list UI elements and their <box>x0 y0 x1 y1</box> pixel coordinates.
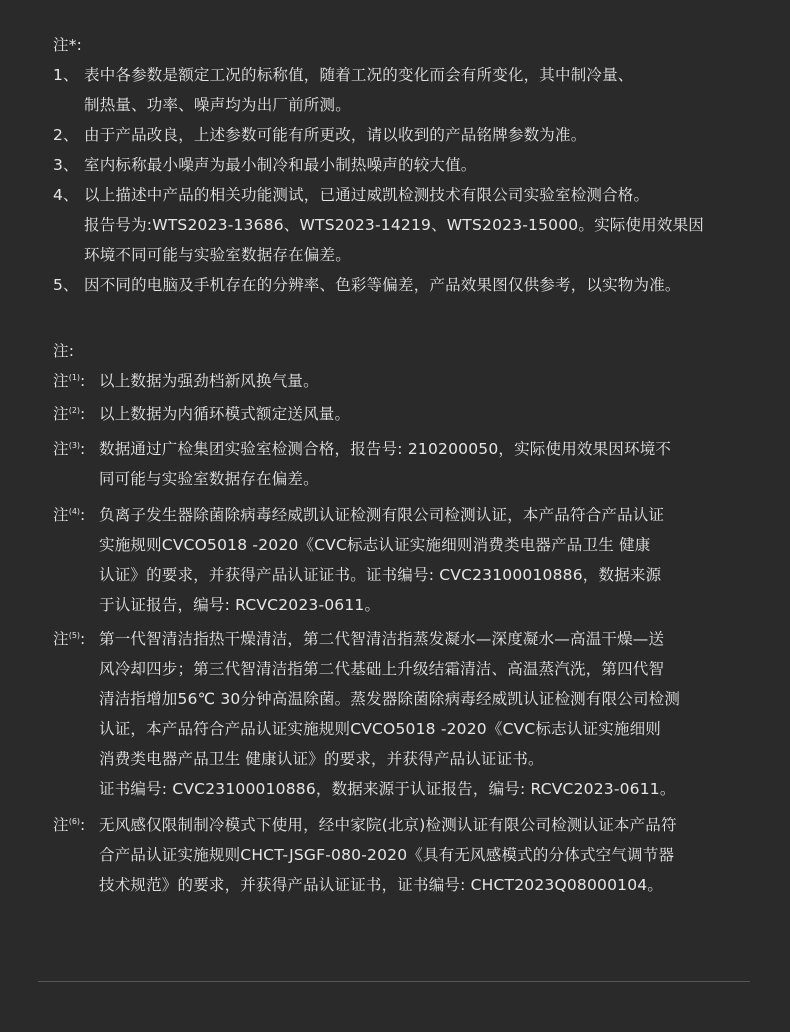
item-3-number: 3、 <box>53 156 79 174</box>
item-2-number: 2、 <box>53 126 79 144</box>
note-4-line-3: 认证》的要求，并获得产品认证证书。证书编号: CVC23100010886，数据来源 <box>99 566 662 584</box>
note-2-line-1: 以上数据为内循环模式额定送风量。 <box>99 405 351 423</box>
note-3-line-1: 数据通过广检集团实验室检测合格，报告号: 210200050，实际使用效果因环境不 <box>99 440 672 458</box>
section2-heading: 注: <box>53 342 75 360</box>
item-1-line-2: 制热量、功率、噪声均为出厂前所测。 <box>84 96 351 114</box>
item-4-line-2: 报告号为:WTS2023-13686、WTS2023-14219、WTS2023-15000。实际使用效果因 <box>84 216 704 234</box>
note-3-label: 注$^{(3)}$: <box>53 440 86 458</box>
note-5-line-1: 第一代智清洁指热干燥清洁，第二代智清洁指蒸发凝水—深度凝水—高温干燥—送 <box>99 630 665 648</box>
note-1-label: 注$^{(1)}$: <box>53 372 86 390</box>
note-4-line-1: 负离子发生器除菌除病毒经威凯认证检测有限公司检测认证，本产品符合产品认证 <box>99 506 665 524</box>
note-5-line-2: 风冷却四步；第三代智清洁指第二代基础上升级结霜清洁、高温蒸汽洗，第四代智 <box>99 660 665 678</box>
note-6-line-3: 技术规范》的要求，并获得产品认证证书，证书编号: CHCT2023Q08000104。 <box>99 876 664 894</box>
section1-heading: 注*: <box>53 36 83 54</box>
note-5-line-4: 认证，本产品符合产品认证实施规则CVCO5018 -2020《CVC标志认证实施细则 <box>99 720 662 738</box>
note-4-label: 注$^{(4)}$: <box>53 506 86 524</box>
note-6-line-1: 无风感仅限制制冷模式下使用，经中家院(北京)检测认证有限公司检测认证本产品符 <box>99 816 677 834</box>
item-3-line-1: 室内标称最小噪声为最小制冷和最小制热噪声的较大值。 <box>84 156 477 174</box>
item-1-number: 1、 <box>53 66 79 84</box>
note-6-label: 注$^{(6)}$: <box>53 816 86 834</box>
item-4-number: 4、 <box>53 186 79 204</box>
item-5-line-1: 因不同的电脑及手机存在的分辨率、色彩等偏差，产品效果图仅供参考，以实物为准。 <box>84 276 681 294</box>
item-4-line-3: 环境不同可能与实验室数据存在偏差。 <box>84 246 351 264</box>
note-2-label: 注$^{(2)}$: <box>53 405 86 423</box>
item-2-line-1: 由于产品改良，上述参数可能有所更改，请以收到的产品铭牌参数为准。 <box>84 126 587 144</box>
note-6-line-2: 合产品认证实施规则CHCT-JSGF-080-2020《具有无风感模式的分体式空气调节器 <box>99 846 675 864</box>
note-3-line-2: 同可能与实验室数据存在偏差。 <box>99 470 319 488</box>
item-4-line-1: 以上描述中产品的相关功能测试，已通过威凯检测技术有限公司实验室检测合格。 <box>84 186 650 204</box>
note-4-line-4: 于认证报告，编号: RCVC2023-0611。 <box>99 596 381 614</box>
note-5-line-6: 证书编号: CVC23100010886，数据来源于认证报告，编号: RCVC2023-0611。 <box>99 780 676 798</box>
item-5-number: 5、 <box>53 276 79 294</box>
note-5-line-5: 消费类电器产品卫生 健康认证》的要求，并获得产品认证证书。 <box>99 750 544 768</box>
item-1-line-1: 表中各参数是额定工况的标称值，随着工况的变化而会有所变化，其中制冷量、 <box>84 66 634 84</box>
note-5-line-3: 清洁指增加56℃ 30分钟高温除菌。蒸发器除菌除病毒经威凯认证检测有限公司检测 <box>99 690 681 708</box>
bottom-divider <box>38 981 750 982</box>
note-4-line-2: 实施规则CVCO5018 -2020《CVC标志认证实施细则消费类电器产品卫生 健康 <box>99 536 651 554</box>
note-5-label: 注$^{(5)}$: <box>53 630 86 648</box>
note-1-line-1: 以上数据为强劲档新风换气量。 <box>99 372 319 390</box>
